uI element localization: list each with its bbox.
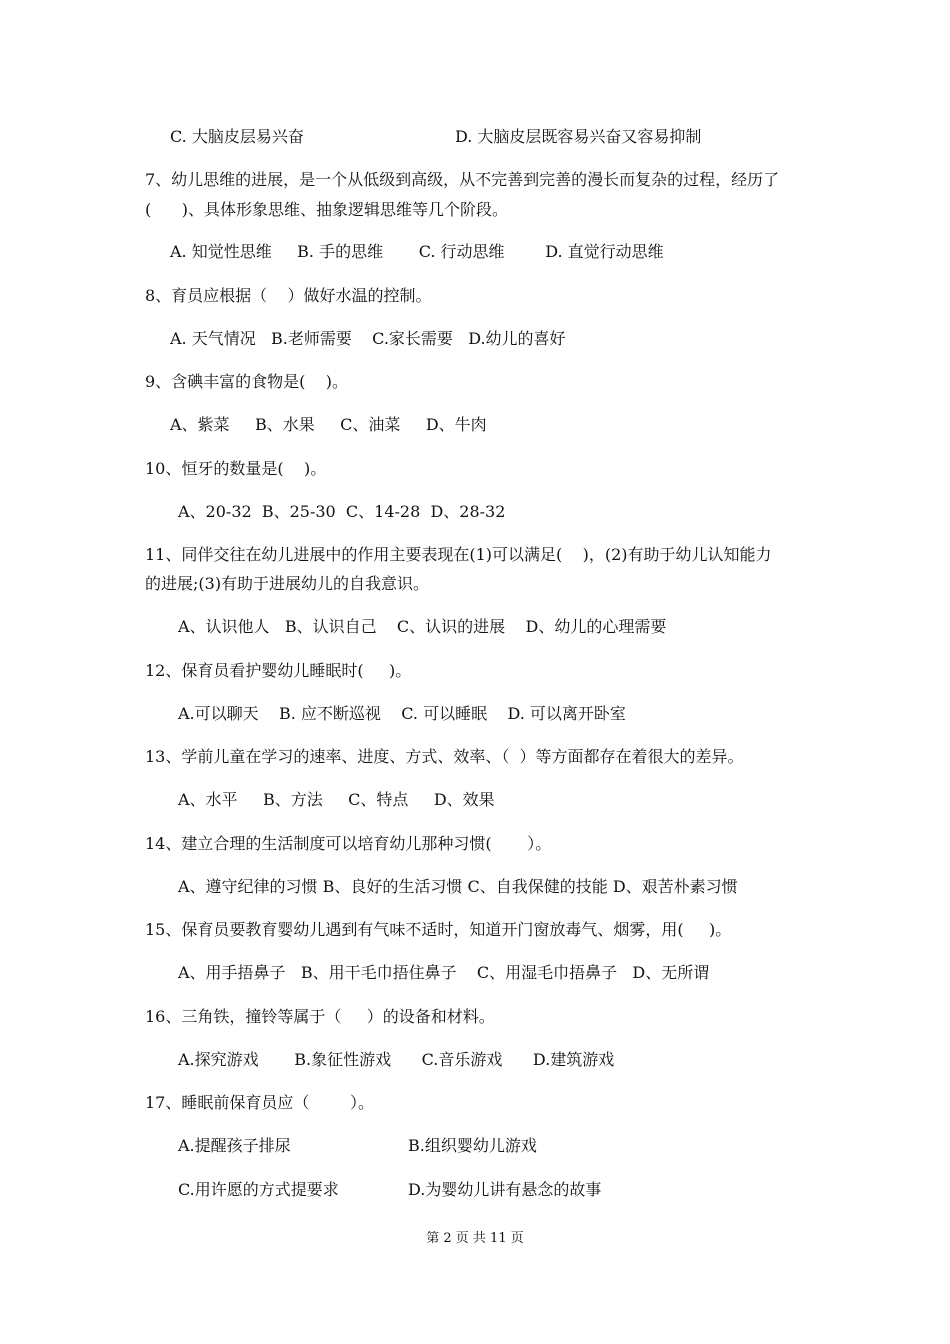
question-17-option-a: A.提醒孩子排尿 [178, 1136, 291, 1155]
question-7-line-1: 7、幼儿思维的进展，是一个从低级到高级，从不完善到完善的漫长而复杂的过程，经历了 [145, 170, 780, 189]
page-number-footer: 第 2 页 共 11 页 [426, 1231, 524, 1246]
question-14-options: A、遵守纪律的习惯 B、良好的生活习惯 C、自我保健的技能 D、艰苦朴素习惯 [178, 877, 738, 896]
question-7-line-2: ( )、具体形象思维、抽象逻辑思维等几个阶段。 [145, 200, 509, 219]
question-7-options: A. 知觉性思维 B. 手的思维 C. 行动思维 D. 直觉行动思维 [170, 242, 664, 261]
question-9: 9、含碘丰富的食物是( )。 [145, 372, 349, 391]
question-16: 16、三角铁，撞铃等属于（ ）的设备和材料。 [145, 1007, 495, 1026]
question-12-options: A.可以聊天 B. 应不断巡视 C. 可以睡眠 D. 可以离开卧室 [178, 704, 626, 723]
question-11-line-2: 的进展;(3)有助于进展幼儿的自我意识。 [145, 574, 430, 593]
question-11-options: A、认识他人 B、认识自己 C、认识的进展 D、幼儿的心理需要 [178, 617, 667, 636]
question-17: 17、睡眠前保育员应（ ）。 [145, 1093, 375, 1112]
question-10-options: A、20-32 B、25-30 C、14-28 D、28-32 [178, 502, 506, 521]
question-9-options: A、紫菜 B、水果 C、油菜 D、牛肉 [170, 415, 487, 434]
question-8: 8、育员应根据（ ）做好水温的控制。 [145, 286, 432, 305]
question-14: 14、建立合理的生活制度可以培育幼儿那种习惯( ）。 [145, 834, 552, 853]
question-15: 15、保育员要教育婴幼儿遇到有气味不适时，知道开门窗放毒气、烟雾，用( )。 [145, 920, 732, 939]
question-17-option-b: B.组织婴幼儿游戏 [408, 1136, 537, 1155]
question-17-option-d: D.为婴幼儿讲有悬念的故事 [408, 1180, 602, 1199]
q6-option-c: C. 大脑皮层易兴奋 [170, 127, 304, 146]
question-16-options: A.探究游戏 B.象征性游戏 C.音乐游戏 D.建筑游戏 [178, 1050, 615, 1069]
question-12: 12、保育员看护婴幼儿睡眠时( )。 [145, 661, 412, 680]
question-8-options: A. 天气情况 B.老师需要 C.家长需要 D.幼儿的喜好 [170, 329, 566, 348]
question-13-options: A、水平 B、方法 C、特点 D、效果 [178, 790, 495, 809]
question-11-line-1: 11、同伴交往在幼儿进展中的作用主要表现在(1)可以满足( )，(2)有助于幼儿认知能力 [145, 545, 772, 564]
q6-option-d: D. 大脑皮层既容易兴奋又容易抑制 [455, 127, 702, 146]
question-13: 13、学前儿童在学习的速率、进度、方式、效率、（ ）等方面都存在着很大的差异。 [145, 747, 744, 766]
question-17-option-c: C.用许愿的方式提要求 [178, 1180, 339, 1199]
question-10: 10、恒牙的数量是( )。 [145, 459, 327, 478]
question-15-options: A、用手捂鼻子 B、用干毛巾捂住鼻子 C、用湿毛巾捂鼻子 D、无所谓 [178, 963, 710, 982]
